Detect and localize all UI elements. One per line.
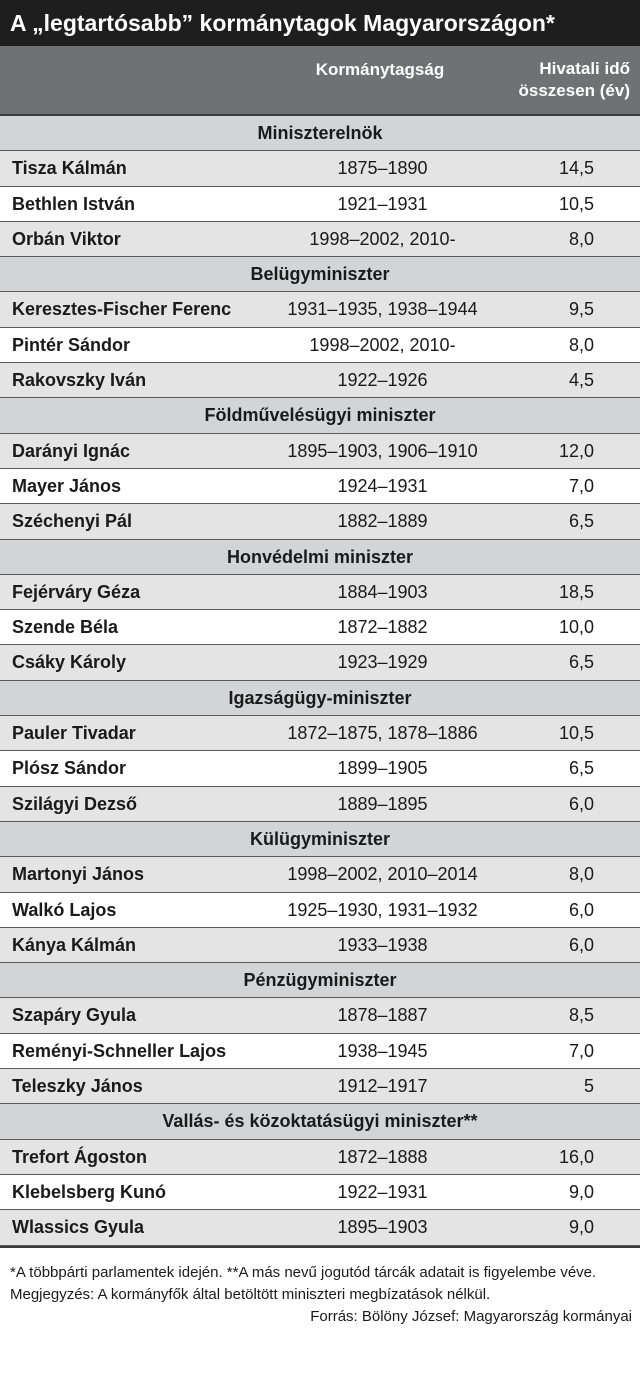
column-header-term: Kormánytagság <box>315 60 445 79</box>
total-years: 10,0 <box>558 617 594 638</box>
table-row <box>0 1034 640 1069</box>
member-name: Mayer János <box>12 475 122 496</box>
member-name: Reményi-Schneller Lajos <box>12 1040 227 1061</box>
source-text: Forrás: Bölöny József: Magyarország kormányai <box>310 1307 632 1325</box>
total-years: 9,5 <box>568 299 594 320</box>
category-row: Vallás- és közoktatásügyi miniszter** <box>0 1104 640 1139</box>
member-name: Wlassics Gyula <box>12 1217 145 1238</box>
member-name: Trefort Ágoston <box>12 1146 147 1167</box>
total-years: 12,0 <box>558 440 594 461</box>
member-name: Fejérváry Géza <box>12 581 141 602</box>
total-years: 6,0 <box>568 934 594 955</box>
total-years: 6,5 <box>568 652 594 673</box>
member-name: Walkó Lajos <box>12 899 117 920</box>
table-row <box>0 292 640 327</box>
category-row: Honvédelmi miniszter <box>0 540 640 575</box>
total-years: 4,5 <box>568 370 594 391</box>
table-row <box>0 610 640 645</box>
term-years: 1875–1890 <box>337 158 428 179</box>
term-years: 1872–1882 <box>337 617 428 638</box>
term-years: 1998–2002, 2010- <box>309 228 456 249</box>
term-years: 1998–2002, 2010- <box>309 334 456 355</box>
table-row <box>0 787 640 822</box>
member-name: Szapáry Gyula <box>12 1005 137 1026</box>
total-years: 8,0 <box>568 864 594 885</box>
total-years: 14,5 <box>558 158 594 179</box>
table-row <box>0 222 640 257</box>
term-years: 1889–1895 <box>337 793 428 814</box>
member-name: Orbán Viktor <box>12 228 121 249</box>
total-years: 6,5 <box>568 511 594 532</box>
total-years: 6,0 <box>568 899 594 920</box>
member-name: Klebelsberg Kunó <box>12 1181 167 1202</box>
total-years: 7,0 <box>568 475 594 496</box>
category-row: Külügyminiszter <box>0 822 640 857</box>
table-row <box>0 751 640 786</box>
total-years: 8,5 <box>568 1005 594 1026</box>
member-name: Kánya Kálmán <box>12 934 137 955</box>
member-name: Tisza Kálmán <box>12 158 127 179</box>
table-row <box>0 928 640 963</box>
total-years: 10,5 <box>558 193 594 214</box>
total-years: 10,5 <box>558 723 594 744</box>
table-row <box>0 504 640 539</box>
table-footer <box>0 1248 640 1328</box>
member-name: Szende Béla <box>12 617 119 638</box>
term-years: 1878–1887 <box>337 1005 428 1026</box>
category-row: Földművelésügyi miniszter <box>0 398 640 433</box>
member-name: Keresztes-Fischer Ferenc <box>12 299 232 320</box>
footnote-text: *A többpárti parlamentek idején. **A más nevű jogutód tárcák adatait is figyelembe véve. Megjegyzés: A kormányfők által betöltött miniszteri megbízatások nélkül. <box>10 1263 597 1303</box>
term-years: 1933–1938 <box>337 934 428 955</box>
table-row <box>0 151 640 186</box>
term-years: 1921–1931 <box>337 193 428 214</box>
member-name: Plósz Sándor <box>12 758 127 779</box>
term-years: 1895–1903 <box>337 1217 428 1238</box>
member-name: Szilágyi Dezső <box>12 793 138 814</box>
table-row <box>0 1210 640 1245</box>
total-years: 5 <box>583 1076 594 1097</box>
category-row: Igazságügy-miniszter <box>0 681 640 716</box>
table-row <box>0 998 640 1033</box>
total-years: 16,0 <box>558 1146 594 1167</box>
member-name: Pauler Tivadar <box>12 723 136 744</box>
total-years: 8,0 <box>568 228 594 249</box>
table-row <box>0 645 640 680</box>
total-years: 9,0 <box>568 1217 594 1238</box>
member-name: Csáky Károly <box>12 652 127 673</box>
member-name: Bethlen István <box>12 193 136 214</box>
table-row <box>0 328 640 363</box>
term-years: 1882–1889 <box>337 511 428 532</box>
table-title: A „legtartósabb” kormánytagok Magyarországon* <box>0 0 640 46</box>
term-years: 1884–1903 <box>337 581 428 602</box>
total-years: 6,0 <box>568 793 594 814</box>
term-years: 1872–1875, 1878–1886 <box>287 723 478 744</box>
column-header-total <box>490 58 630 102</box>
category-row: Belügyminiszter <box>0 257 640 292</box>
term-years: 1922–1931 <box>337 1181 428 1202</box>
member-name: Darányi Ignác <box>12 440 131 461</box>
term-years: 1998–2002, 2010–2014 <box>287 864 478 885</box>
category-row: Miniszterelnök <box>0 116 640 151</box>
table-row <box>0 469 640 504</box>
term-years: 1938–1945 <box>337 1040 428 1061</box>
table-row <box>0 363 640 398</box>
term-years: 1925–1930, 1931–1932 <box>287 899 478 920</box>
total-years: 9,0 <box>568 1181 594 1202</box>
table-row <box>0 857 640 892</box>
total-years: 7,0 <box>568 1040 594 1061</box>
term-years: 1922–1926 <box>337 370 428 391</box>
term-years: 1924–1931 <box>337 475 428 496</box>
member-name: Teleszky János <box>12 1076 143 1097</box>
member-name: Pintér Sándor <box>12 334 131 355</box>
table-row <box>0 1069 640 1104</box>
category-row: Pénzügyminiszter <box>0 963 640 998</box>
table-row <box>0 187 640 222</box>
term-years: 1912–1917 <box>337 1076 428 1097</box>
total-years: 18,5 <box>558 581 594 602</box>
term-years: 1923–1929 <box>337 652 428 673</box>
term-years: 1872–1888 <box>337 1146 428 1167</box>
table-row <box>0 1175 640 1210</box>
member-name: Rakovszky Iván <box>12 370 147 391</box>
term-years: 1931–1935, 1938–1944 <box>287 299 478 320</box>
table-row <box>0 893 640 928</box>
column-header-total-line1: Hivatali idő <box>539 59 630 78</box>
member-name: Martonyi János <box>12 864 145 885</box>
table-row <box>0 575 640 610</box>
term-years: 1895–1903, 1906–1910 <box>287 440 478 461</box>
column-header-row <box>0 46 640 116</box>
table-body <box>0 116 640 1248</box>
total-years: 8,0 <box>568 334 594 355</box>
term-years: 1899–1905 <box>337 758 428 779</box>
column-header-total-line2: összesen (év) <box>518 81 630 100</box>
table-row <box>0 434 640 469</box>
total-years: 6,5 <box>568 758 594 779</box>
table-row <box>0 716 640 751</box>
member-name: Széchenyi Pál <box>12 511 133 532</box>
table-row <box>0 1140 640 1175</box>
